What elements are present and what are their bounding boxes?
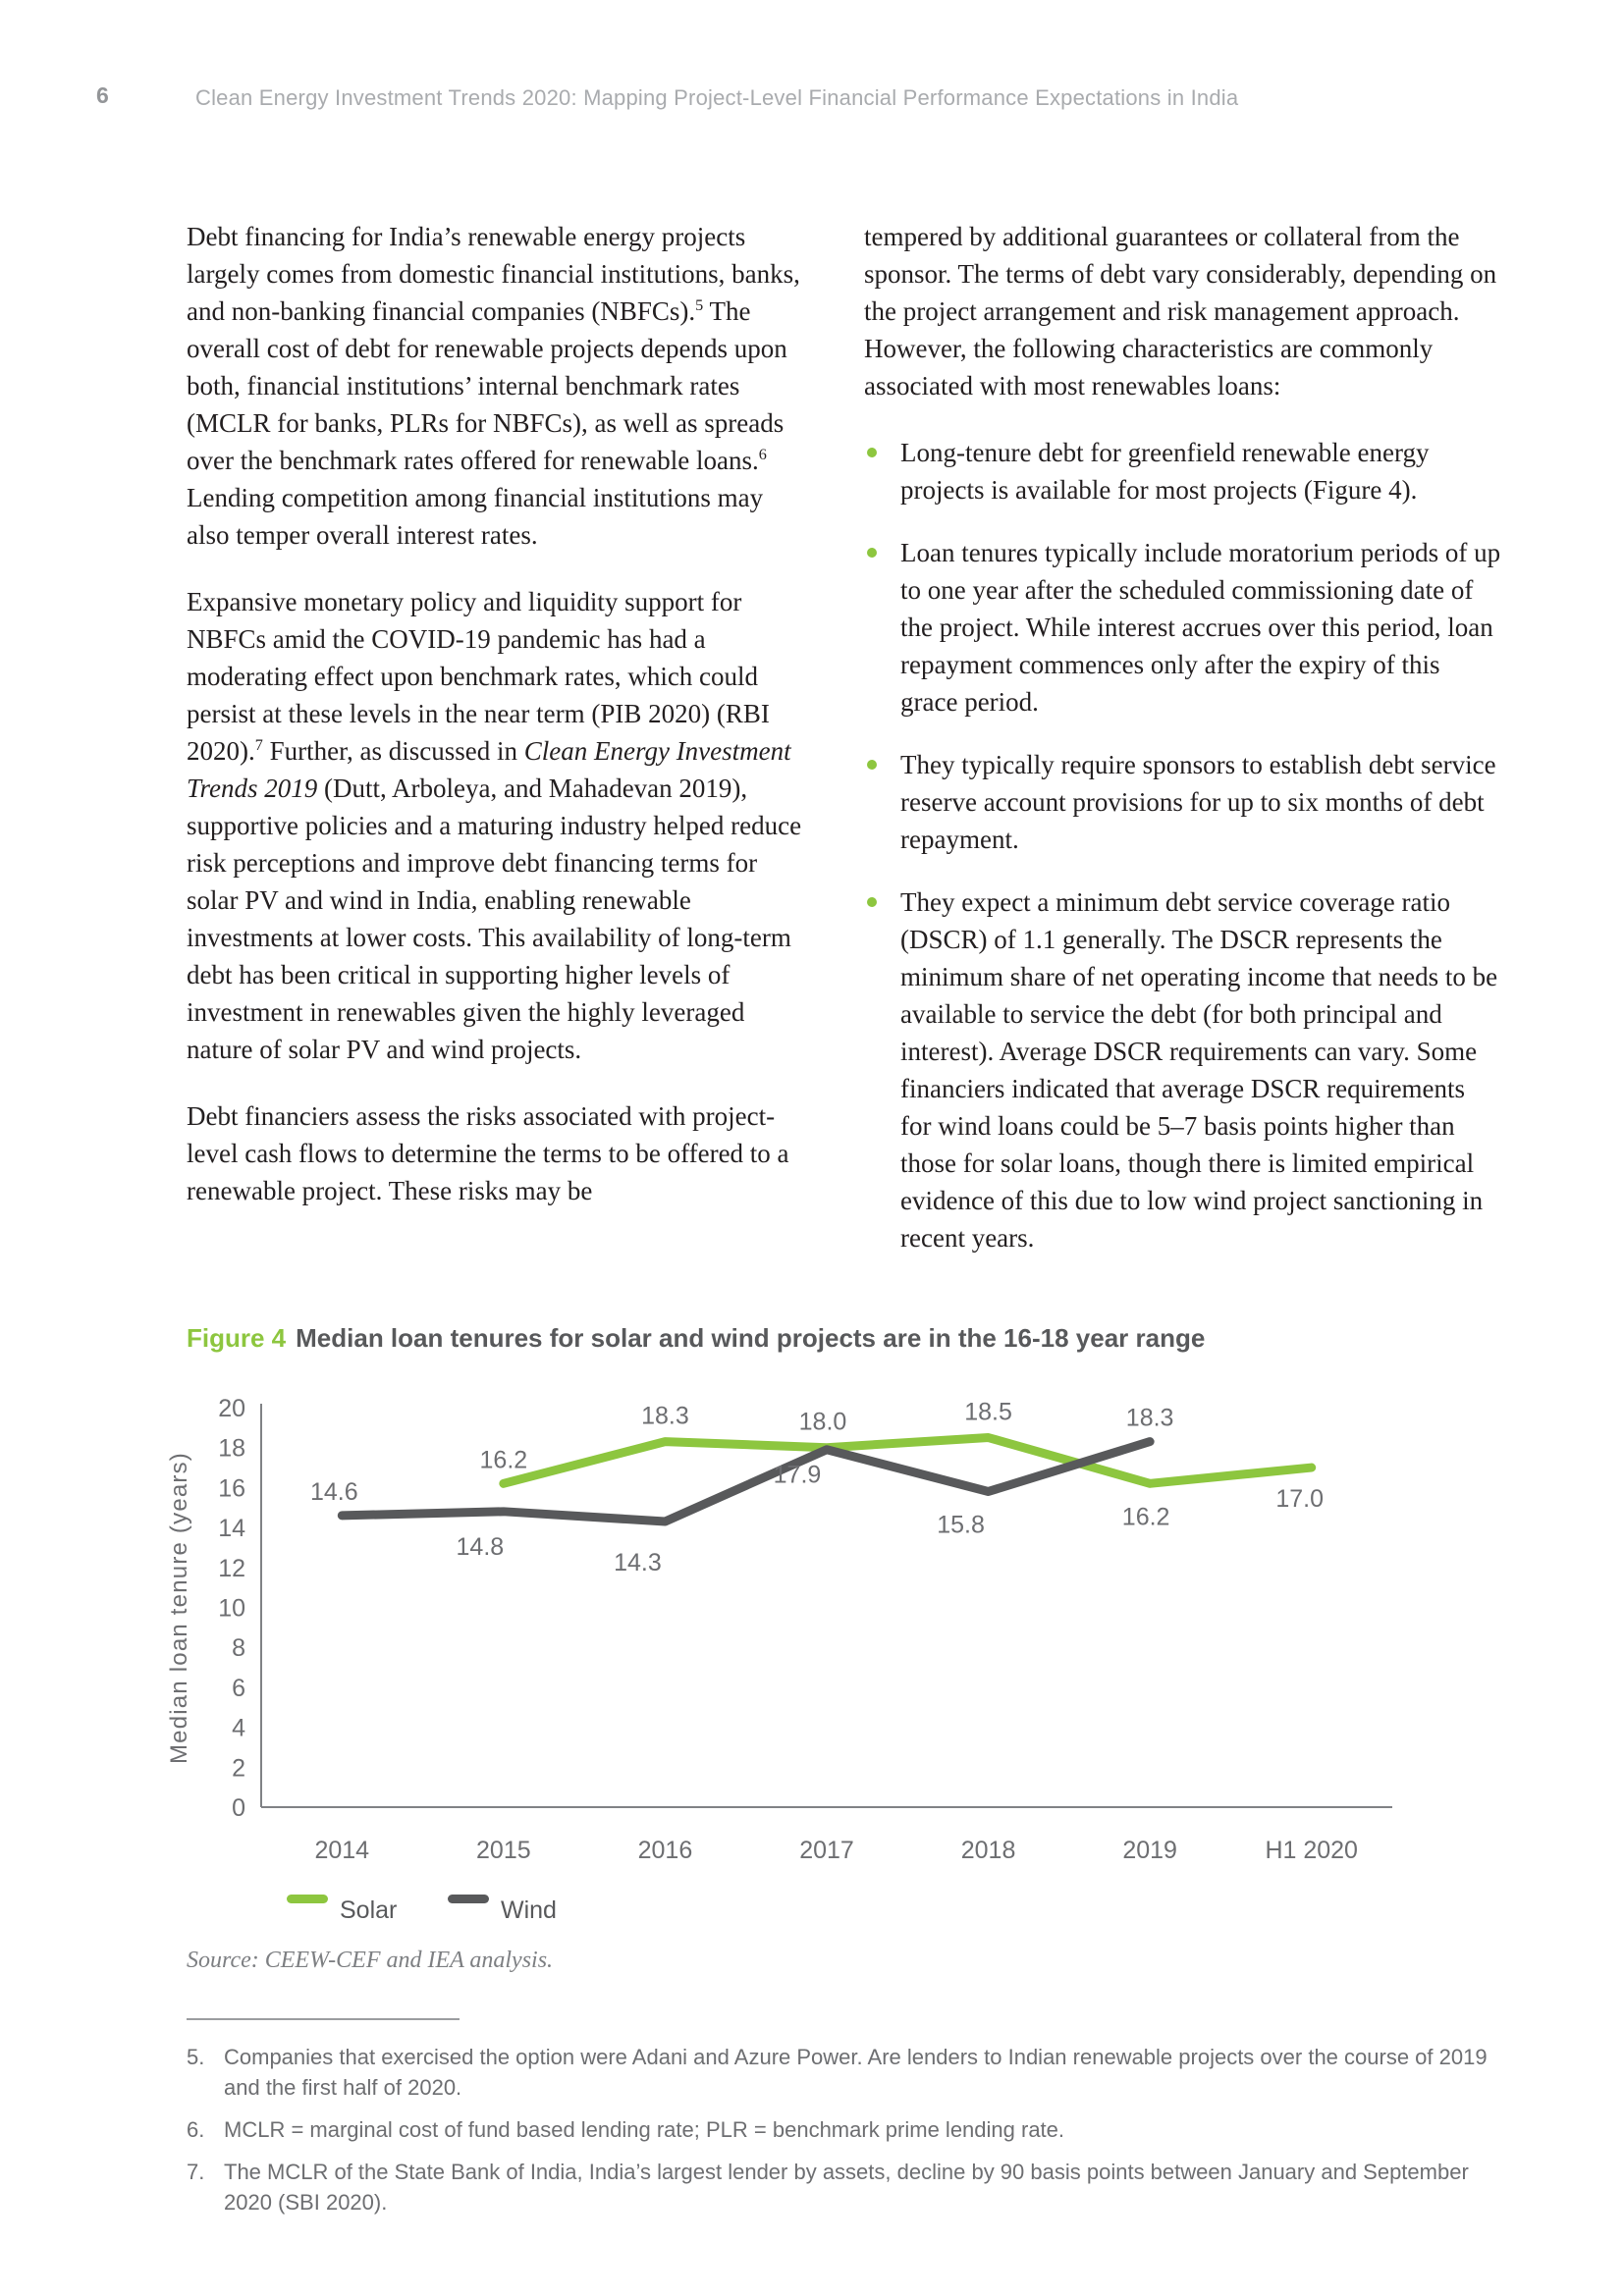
text-segment: Debt financiers assess the risks associated with project-level cash flows to determine the terms to be offered to a renewable project. These risks may be (187, 1101, 789, 1205)
y-tick-label: 4 (232, 1714, 245, 1742)
x-tick-label: H1 2020 (1265, 1837, 1358, 1864)
solar-data-label: 18.3 (641, 1402, 689, 1430)
solar-data-label: 17.0 (1275, 1485, 1325, 1514)
bullet-item (864, 883, 1502, 1256)
figure-title: Median loan tenures for solar and wind projects are in the 16-18 year range (296, 1323, 1206, 1353)
solar-legend-swatch (287, 1895, 328, 1903)
y-tick-label: 2 (232, 1754, 245, 1783)
text-segment: tempered by additional guarantees or collateral from the sponsor. The terms of debt vary considerably, depending on the project arrangement and risk management approach. However, the following characteristics are commonly associated with most renewables loans: (864, 222, 1497, 400)
figure-caption (187, 1323, 1205, 1354)
bullet-dot-icon (867, 760, 877, 770)
bullet-item (864, 746, 1502, 858)
paragraph (864, 218, 1502, 404)
y-tick-label: 8 (232, 1634, 245, 1663)
y-axis-title: Median loan tenure (years) (166, 1451, 192, 1765)
text-segment: (Dutt, Arboleya, and Mahadevan 2019), supportive policies and a maturing industry helped reduce risk perceptions and improve debt financing terms for solar PV and wind in India, enabling renewable investments at lower costs. This availability of long-term debt has been critical in supporting higher levels of investment in renewables given the highly leveraged nature of solar PV and wind projects. (187, 774, 802, 1064)
line-chart (157, 1372, 1512, 1937)
y-tick-label: 10 (218, 1594, 245, 1623)
solar-data-label: 16.2 (479, 1446, 528, 1474)
footnote (187, 2157, 1502, 2217)
footnote-number: 7. (187, 2160, 205, 2184)
running-header: Clean Energy Investment Trends 2020: Mapping Project-Level Financial Performance Expectations in India (195, 85, 1239, 110)
bullet-text: They typically require sponsors to establish debt service reserve account provisions for up to six months of debt repayment. (900, 750, 1496, 854)
wind-legend-swatch (448, 1895, 489, 1903)
bullet-dot-icon (867, 548, 877, 558)
bullet-dot-icon (867, 448, 877, 457)
bullet-dot-icon (867, 897, 877, 907)
x-tick-label: 2019 (1122, 1837, 1177, 1864)
x-tick-label: 2016 (637, 1837, 693, 1864)
footnote-number: 5. (187, 2045, 205, 2069)
text-segment: Expansive monetary policy and liquidity support for NBFCs amid the COVID-19 pandemic has had a moderating effect upon benchmark rates, which could persist at these levels in the near term (PIB 2020) (RBI 2020). (187, 587, 770, 766)
footnote-reference: 6 (758, 446, 767, 463)
y-tick-label: 0 (232, 1794, 245, 1822)
wind-data-label: 18.3 (1125, 1404, 1174, 1432)
footnote-text: Companies that exercised the option were Adani and Azure Power. Are lenders to Indian renewable projects over the course of 2019 and the first half of 2020. (224, 2045, 1488, 2100)
y-tick-label: 20 (218, 1395, 245, 1422)
y-tick-label: 6 (232, 1674, 245, 1702)
footnote-reference: 7 (254, 736, 263, 754)
bullet-text: Long-tenure debt for greenfield renewable energy projects is available for most projects (Figure 4). (900, 438, 1430, 505)
paragraph (187, 1097, 803, 1209)
page-number: 6 (96, 82, 109, 108)
solar-data-label: 16.2 (1121, 1503, 1170, 1531)
text-segment: Clean Energy Investment Trends 2019 (187, 736, 791, 803)
bullet-text: Loan tenures typically include moratorium periods of up to one year after the scheduled commissioning date of the project. While interest accrues over this period, loan repayment commences only after the expiry of this grace period. (900, 538, 1501, 717)
y-tick-label: 14 (218, 1515, 245, 1543)
y-tick-label: 12 (218, 1554, 245, 1582)
wind-data-label: 17.9 (773, 1461, 822, 1489)
solar-data-label: 18.0 (798, 1408, 847, 1436)
right-column (864, 218, 1502, 1282)
solar-legend-label: Solar (340, 1896, 398, 1924)
footnote (187, 2042, 1502, 2103)
paragraph (187, 583, 803, 1068)
paragraph (187, 218, 803, 554)
footnote-text: The MCLR of the State Bank of India, India’s largest lender by assets, decline by 90 basis points between January and September 2020 (SBI 2020). (224, 2160, 1469, 2215)
text-segment: Further, as discussed in (262, 736, 524, 766)
figure-label: Figure 4 (187, 1323, 287, 1353)
y-tick-label: 18 (218, 1434, 245, 1463)
bullet-item (864, 434, 1502, 508)
footnote-divider (187, 2018, 460, 2020)
text-segment: Debt financing for India’s renewable energy projects largely comes from domestic financial institutions, banks, and non-banking financial companies (NBFCs). (187, 222, 800, 326)
median-loan-tenure-chart (157, 1372, 1512, 1937)
y-tick-label: 16 (218, 1474, 245, 1503)
text-segment: The overall cost of debt for renewable projects depends upon both, financial institutions’ internal benchmark rates (MCLR for banks, PLRs for NBFCs), as well as spreads over the benchmark rates offered for renewable loans. (187, 296, 787, 475)
footnote-number: 6. (187, 2117, 205, 2142)
wind-data-label: 14.6 (309, 1477, 358, 1506)
footnote (187, 2114, 1502, 2145)
solar-data-label: 18.5 (964, 1398, 1012, 1426)
bullet-list (864, 434, 1502, 1256)
figure-source: Source: CEEW-CEF and IEA analysis. (187, 1948, 554, 1973)
wind-data-label: 14.3 (614, 1548, 662, 1576)
footnote-reference: 5 (695, 296, 704, 314)
bullet-text: They expect a minimum debt service coverage ratio (DSCR) of 1.1 generally. The DSCR represents the minimum share of net operating income that needs to be available to service the debt (for both principal and interest). Average DSCR requirements can vary. Some financiers indicated that average DSCR requirements for wind loans could be 5–7 basis points higher than those for solar loans, though there is limited empirical evidence of this due to low wind project sanctioning in recent years. (900, 887, 1498, 1253)
footnotes (187, 2042, 1502, 2229)
footnote-text: MCLR = marginal cost of fund based lending rate; PLR = benchmark prime lending rate. (224, 2117, 1065, 2142)
left-column (187, 218, 803, 1209)
x-tick-label: 2014 (314, 1837, 370, 1864)
x-tick-label: 2018 (960, 1837, 1016, 1864)
text-segment: Lending competition among financial institutions may also temper overall interest rates. (187, 483, 764, 550)
wind-data-label: 14.8 (456, 1532, 505, 1561)
wind-data-label: 15.8 (937, 1511, 985, 1539)
solar-line (504, 1438, 1312, 1484)
x-tick-label: 2017 (799, 1837, 854, 1864)
bullet-item (864, 534, 1502, 721)
x-tick-label: 2015 (476, 1837, 531, 1864)
wind-legend-label: Wind (501, 1896, 557, 1924)
